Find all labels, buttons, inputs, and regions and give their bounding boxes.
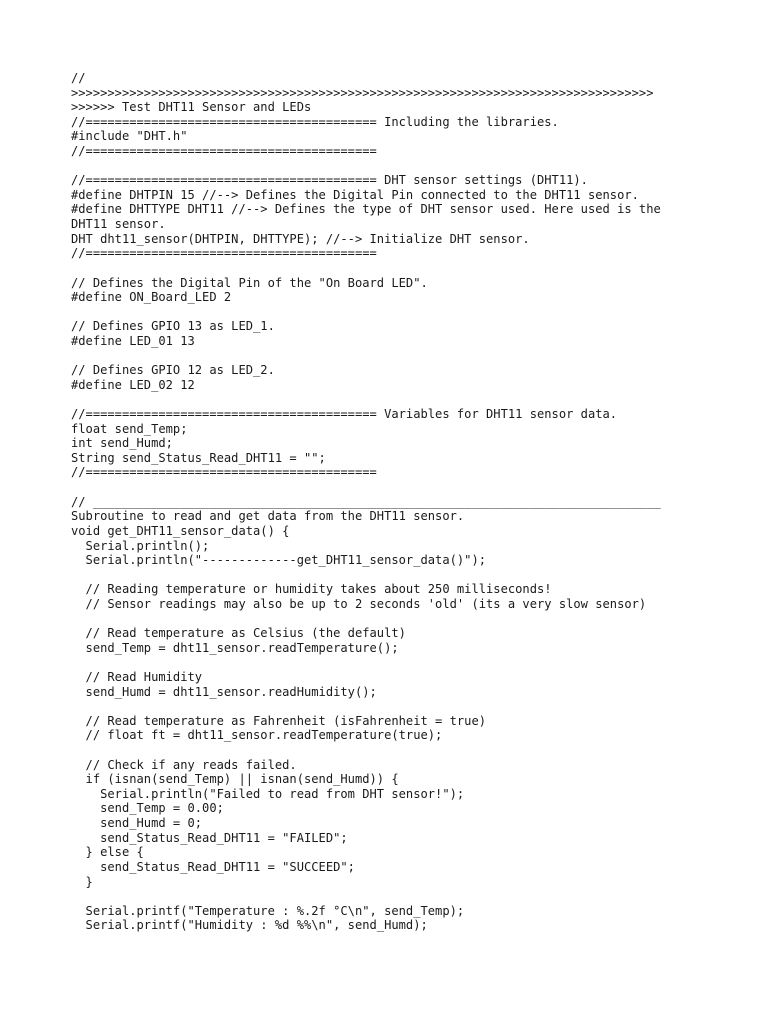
code-line: String send_Status_Read_DHT11 = ""; [71, 450, 326, 465]
code-line: // float ft = dht11_sensor.readTemperature(true); [71, 728, 443, 743]
code-line: #define DHTPIN 15 //--> Defines the Digital Pin connected to the DHT11 sensor. [71, 187, 639, 202]
code-line: int send_Humd; [71, 436, 173, 451]
code-line [71, 305, 701, 320]
code-line: Subroutine to read and get data from the DHT11 sensor. [71, 509, 465, 524]
code-line: if (isnan(send_Temp) || isnan(send_Humd)) { [71, 772, 399, 787]
code-line: //======================================== Variables for DHT11 sensor data. [71, 407, 618, 422]
code-page [71, 71, 701, 933]
code-line: // Defines GPIO 12 as LED_2. [71, 363, 275, 378]
code-line: #define DHTTYPE DHT11 //--> Defines the type of DHT sensor used. Here used is the [71, 202, 661, 217]
code-line: // Check if any reads failed. [71, 757, 297, 772]
code-line [71, 480, 701, 495]
code-line: send_Temp = dht11_sensor.readTemperature(); [71, 640, 399, 655]
code-line: // Reading temperature or humidity takes about 250 milliseconds! [71, 582, 552, 597]
code-line: DHT11 sensor. [71, 217, 166, 232]
code-line: void get_DHT11_sensor_data() { [71, 523, 290, 538]
code-line: // Sensor readings may also be up to 2 seconds 'old' (its a very slow sensor) [71, 596, 647, 611]
code-line: //======================================== Including the libraries. [71, 114, 559, 129]
code-line: #define ON_Board_LED 2 [71, 290, 232, 305]
code-line: Serial.println(); [71, 538, 210, 553]
code-line: // Defines the Digital Pin of the "On Board LED". [71, 275, 428, 290]
code-line: #define LED_02 12 [71, 377, 195, 392]
code-line: // Read temperature as Fahrenheit (isFahrenheit = true) [71, 713, 487, 728]
code-line [71, 568, 701, 583]
code-line: send_Status_Read_DHT11 = "SUCCEED"; [71, 859, 355, 874]
code-line: //======================================== [71, 465, 377, 480]
code-line [71, 699, 701, 714]
code-line: >>>>>> Test DHT11 Sensor and LEDs [71, 100, 312, 115]
code-line: //======================================== DHT sensor settings (DHT11). [71, 173, 588, 188]
code-line [71, 261, 701, 276]
code-line: send_Humd = 0; [71, 816, 203, 831]
code-line: send_Status_Read_DHT11 = "FAILED"; [71, 830, 348, 845]
code-line [71, 159, 701, 174]
code-line [71, 349, 701, 364]
code-line: send_Humd = dht11_sensor.readHumidity(); [71, 684, 377, 699]
code-line: DHT dht11_sensor(DHTPIN, DHTTYPE); //--> Initialize DHT sensor. [71, 231, 530, 246]
code-line: } [71, 874, 93, 889]
code-line [71, 889, 701, 904]
code-line: // Read Humidity [71, 669, 203, 684]
code-line [71, 743, 701, 758]
code-line [71, 612, 701, 627]
code-line: Serial.printf("Humidity : %d %%\n", send_Humd); [71, 918, 428, 933]
code-line: Serial.println("-------------get_DHT11_sensor_data()"); [71, 553, 487, 568]
code-line: >>>>>>>>>>>>>>>>>>>>>>>>>>>>>>>>>>>>>>>>>>>>>>>>>>>>>>>>>>>>>>>>>>>>>>>>>>>>>>>> [71, 85, 654, 100]
code-line: //======================================== [71, 246, 377, 261]
code-line: // Read temperature as Celsius (the default) [71, 626, 406, 641]
code-line: send_Temp = 0.00; [71, 801, 224, 816]
code-line: } else { [71, 845, 144, 860]
code-line: #include "DHT.h" [71, 129, 188, 144]
code-line: #define LED_01 13 [71, 333, 195, 348]
code-line: float send_Temp; [71, 421, 188, 436]
code-line: Serial.println("Failed to read from DHT sensor!"); [71, 786, 465, 801]
code-line: Serial.printf("Temperature : %.2f °C\n", send_Temp); [71, 903, 465, 918]
code-line [71, 392, 701, 407]
code-line: // Defines GPIO 13 as LED_1. [71, 319, 275, 334]
code-line [71, 655, 701, 670]
code-line: // [71, 71, 86, 85]
code-line: //======================================== [71, 144, 377, 159]
code-line: // ______________________________________________________________________________ [71, 494, 661, 509]
